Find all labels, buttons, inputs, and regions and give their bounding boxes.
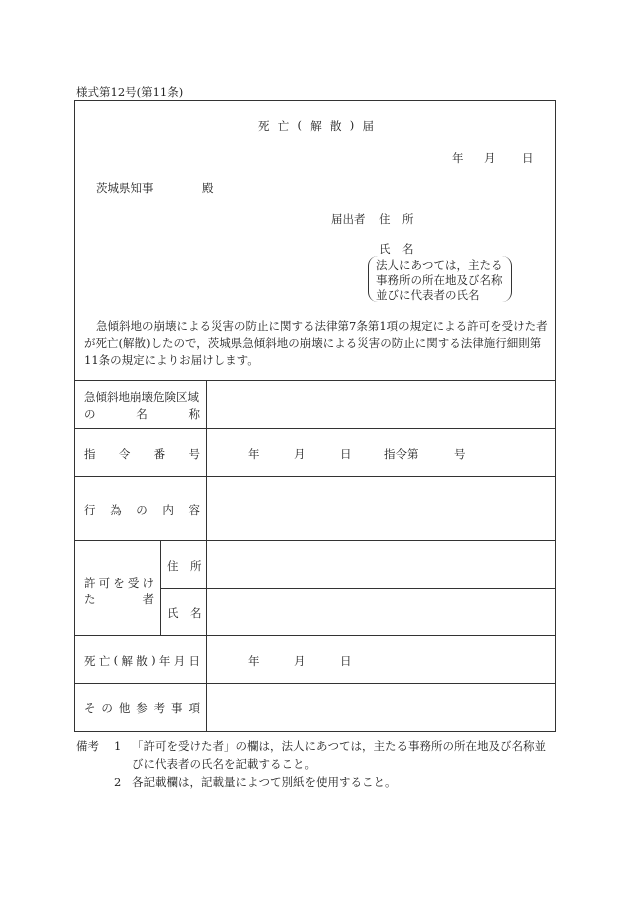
order-year: 年 [248,447,260,461]
subcolumn-divider [160,540,161,635]
other-notes-label: そ の 他 参 考 事 項 [84,701,200,715]
death-date-label: 死 亡 ( 解 散 ) 年 月 日 [84,653,200,668]
order-month: 月 [294,447,306,461]
order-prefix: 指令第 [384,447,419,461]
permit-holder-label-line2: た 者 [84,592,154,606]
permit-holder-name-field[interactable] [207,589,555,635]
area-name-label-line1: 急傾斜地崩壊危険区域 [84,390,199,404]
date-day: 日 [522,151,534,165]
act-content-label: 行 為 の 内 容 [84,503,200,517]
notifier-name-label: 氏 名 [379,242,414,256]
remarks-label: 備考 [76,739,99,753]
bracket-line-3: 並びに代表者の氏名 [376,288,480,302]
permit-holder-address-field[interactable] [207,541,555,588]
addressee-honorific: 殿 [202,181,214,195]
other-notes-field[interactable] [207,684,555,731]
area-name-label-line2: の 名 称 [84,407,200,421]
permit-holder-address-label: 住 所 [167,559,202,573]
death-month: 月 [294,654,306,668]
bracket-line-2: 事務所の所在地及び名称 [376,273,503,287]
death-year: 年 [248,654,260,668]
order-suffix: 号 [454,447,466,461]
remark-1-number: 1 [114,739,122,753]
notifier-address-label: 住 所 [379,212,414,226]
remark-2-number: 2 [114,775,122,789]
addressee: 茨城県知事 [96,181,154,195]
notifier-label: 届出者 [331,212,366,226]
remark-2-line1: 各記載欄は，記載量によつて別紙を使用すること。 [132,775,397,789]
statement-text: 急傾斜地の崩壊による災害の防止に関する法律第7条第1項の規定による許可を受けた者が死亡(解散)したので，茨城県急傾斜地の崩壊による災害の防止に関する法律施行細則第11条の規定によりお届けします。 [84,319,548,367]
area-name-field[interactable] [207,381,555,428]
order-number-label: 指 令 番 号 [84,447,200,461]
remark-1-line1: 「許可を受けた者」の欄は，法人にあつては，主たる事務所の所在地及び名称並 [132,739,546,753]
remark-1-line2: びに代表者の氏名を記載すること。 [132,757,316,771]
death-day: 日 [340,654,352,668]
form-number: 様式第12号(第11条) [76,85,184,99]
act-content-field[interactable] [207,477,555,540]
form-title: 死 亡 ( 解 散 ) 届 [258,118,374,133]
permit-holder-name-label: 氏 名 [167,606,202,620]
date-month: 月 [484,151,496,165]
order-day: 日 [340,447,352,461]
date-year: 年 [452,151,464,165]
permit-holder-label-line1: 許 可 を 受 け [84,576,154,590]
bracket-line-1: 法人にあつては，主たる [376,258,503,272]
